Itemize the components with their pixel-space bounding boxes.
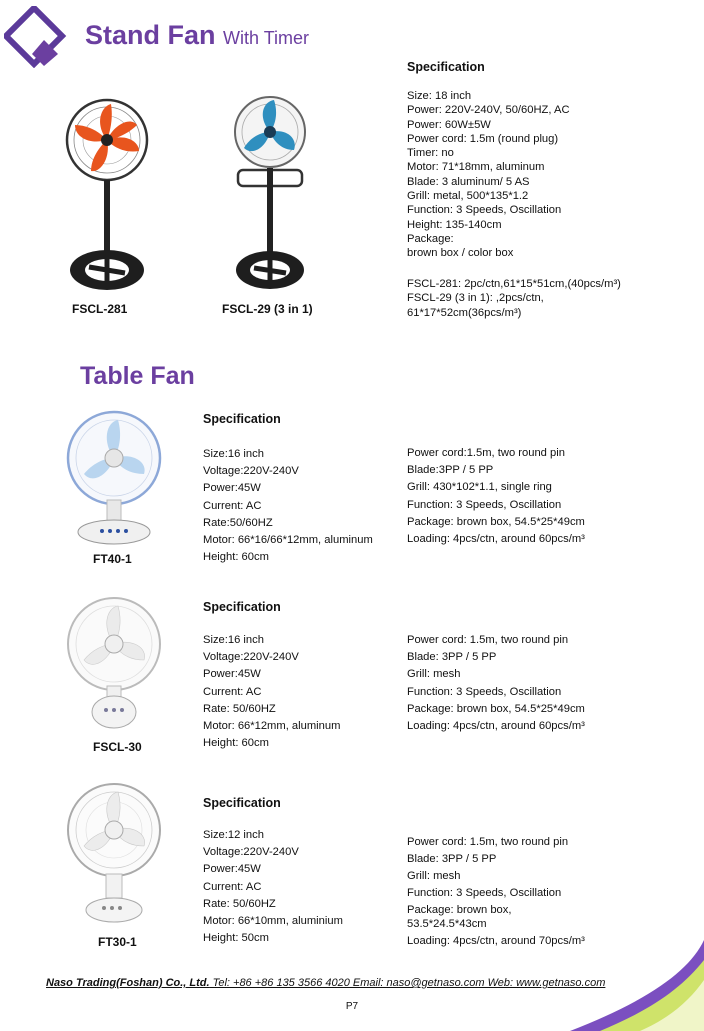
spec-line: Motor: 66*10mm, aluminium <box>203 915 343 928</box>
spec-line: Current: AC <box>203 685 262 698</box>
spec-line: Timer: no <box>407 147 454 160</box>
spec-line: Power cord: 1.5m, two round pin <box>407 836 569 848</box>
spec-line: Loading: 4pcs/ctn, around 60pcs/m³ <box>407 533 585 546</box>
model-label-fscl-29: FSCL-29 (3 in 1) <box>222 302 313 316</box>
stand-fan-spec-list <box>407 89 570 261</box>
spec-line: Function: 3 Speeds, Oscillation <box>407 498 562 511</box>
ft40-1-spec-left <box>203 446 373 566</box>
spec-line: Power cord: 1.5m, two round pin <box>407 634 569 646</box>
stand-fan-29-image <box>222 92 322 297</box>
spec-line: Function: 3 Speeds, Oscillation <box>407 204 562 217</box>
spec-line: Grill: metal, 500*135*1.2 <box>407 190 529 203</box>
spec-line: brown box / color box <box>407 247 514 260</box>
spec-line: Power:45W <box>203 668 261 681</box>
spec-line: Voltage:220V-240V <box>203 846 299 859</box>
packing-line: FSCL-281: 2pc/ctn,61*15*51cm,(40pcs/m³) <box>407 278 621 290</box>
spec-line: Package: brown box, 54.5*25*49cm <box>407 702 585 715</box>
stand-fan-packing-list <box>407 277 621 320</box>
spec-line: 53.5*24.5*43cm <box>407 918 487 930</box>
ft30-1-spec-heading: Specification <box>203 796 281 810</box>
spec-line: Height: 60cm <box>203 737 269 750</box>
spec-line: Package: <box>407 232 454 245</box>
spec-line: Rate: 50/60HZ <box>203 702 276 715</box>
stand-fan-spec-heading: Specification <box>407 60 485 74</box>
spec-line: Height: 50cm <box>203 932 269 945</box>
fscl-30-spec-left <box>203 632 340 752</box>
spec-line: Blade: 3 aluminum/ 5 AS <box>407 175 530 188</box>
spec-line: Size:16 inch <box>203 634 264 646</box>
spec-line: Size: 18 inch <box>407 90 472 102</box>
ft30-1-spec-left <box>203 827 343 947</box>
table-fan-ft40-1-image <box>62 408 166 548</box>
model-label-fscl-281: FSCL-281 <box>72 302 128 316</box>
spec-line: Voltage:220V-240V <box>203 465 299 478</box>
spec-line: Size:12 inch <box>203 829 264 841</box>
fscl-30-spec-heading: Specification <box>203 600 281 614</box>
ft30-1-spec-right <box>407 834 585 950</box>
spec-line: Voltage:220V-240V <box>203 651 299 664</box>
spec-line: Power: 60W±5W <box>407 118 491 131</box>
model-label-ft40-1: FT40-1 <box>93 552 132 566</box>
spec-line: Power cord:1.5m, two round pin <box>407 447 565 459</box>
page-number: P7 <box>345 1001 359 1012</box>
stand-fan-281-image <box>55 95 160 300</box>
spec-line: Current: AC <box>203 499 262 512</box>
spec-line: Function: 3 Speeds, Oscillation <box>407 685 562 698</box>
spec-line: Package: brown box, 54.5*25*49cm <box>407 515 585 528</box>
ft40-1-spec-heading: Specification <box>203 412 281 426</box>
spec-line: Package: brown box, <box>407 904 512 916</box>
ft40-1-spec-right <box>407 445 585 548</box>
footer-contact-text: Tel: +86 +86 135 3566 4020 Email: naso@getnaso.com Web: www.getnaso.com <box>209 977 606 989</box>
footer-contact <box>46 977 605 989</box>
fscl-30-spec-right <box>407 632 585 735</box>
page-subtitle: With Timer <box>223 28 310 48</box>
spec-line: Power: 220V-240V, 50/60HZ, AC <box>407 104 570 117</box>
spec-line: Grill: mesh <box>407 668 461 681</box>
spec-line: Function: 3 Speeds, Oscillation <box>407 887 562 899</box>
spec-line: Rate: 50/60HZ <box>203 897 276 910</box>
spec-line: Loading: 4pcs/ctn, around 60pcs/m³ <box>407 720 585 733</box>
spec-line: Grill: 430*102*1.1, single ring <box>407 481 552 494</box>
table-fan-fscl-30-image <box>62 594 166 734</box>
spec-line: Motor: 66*16/66*12mm, aluminum <box>203 534 373 547</box>
spec-line: Motor: 66*12mm, aluminum <box>203 720 341 733</box>
packing-line: 61*17*52cm(36pcs/m³) <box>407 306 522 319</box>
table-fan-ft30-1-image <box>62 778 166 928</box>
spec-line: Blade: 3PP / 5 PP <box>407 853 497 865</box>
model-label-fscl-30: FSCL-30 <box>93 740 142 754</box>
spec-line: Height: 135-140cm <box>407 218 502 231</box>
spec-line: Height: 60cm <box>203 551 269 564</box>
model-label-ft30-1: FT30-1 <box>98 935 137 949</box>
footer-company: Naso Trading(Foshan) Co., Ltd. <box>46 977 210 989</box>
packing-line: FSCL-29 (3 in 1): ,2pcs/ctn, <box>407 292 544 305</box>
spec-line: Grill: mesh <box>407 870 461 882</box>
spec-line: Blade:3PP / 5 PP <box>407 464 494 477</box>
spec-line: Motor: 71*18mm, aluminum <box>407 161 545 174</box>
spec-line: Size:16 inch <box>203 448 264 460</box>
spec-line: Blade: 3PP / 5 PP <box>407 651 497 664</box>
spec-line: Power:45W <box>203 863 261 876</box>
brand-logo <box>4 6 72 68</box>
page-title: Stand Fan With Timer <box>85 20 310 50</box>
spec-line: Power cord: 1.5m (round plug) <box>407 132 559 145</box>
spec-line: Rate:50/60HZ <box>203 516 273 529</box>
spec-line: Power:45W <box>203 482 261 495</box>
section-title-table-fan: Table Fan <box>80 362 195 390</box>
spec-line: Loading: 4pcs/ctn, around 70pcs/m³ <box>407 935 585 947</box>
spec-line: Current: AC <box>203 880 262 893</box>
